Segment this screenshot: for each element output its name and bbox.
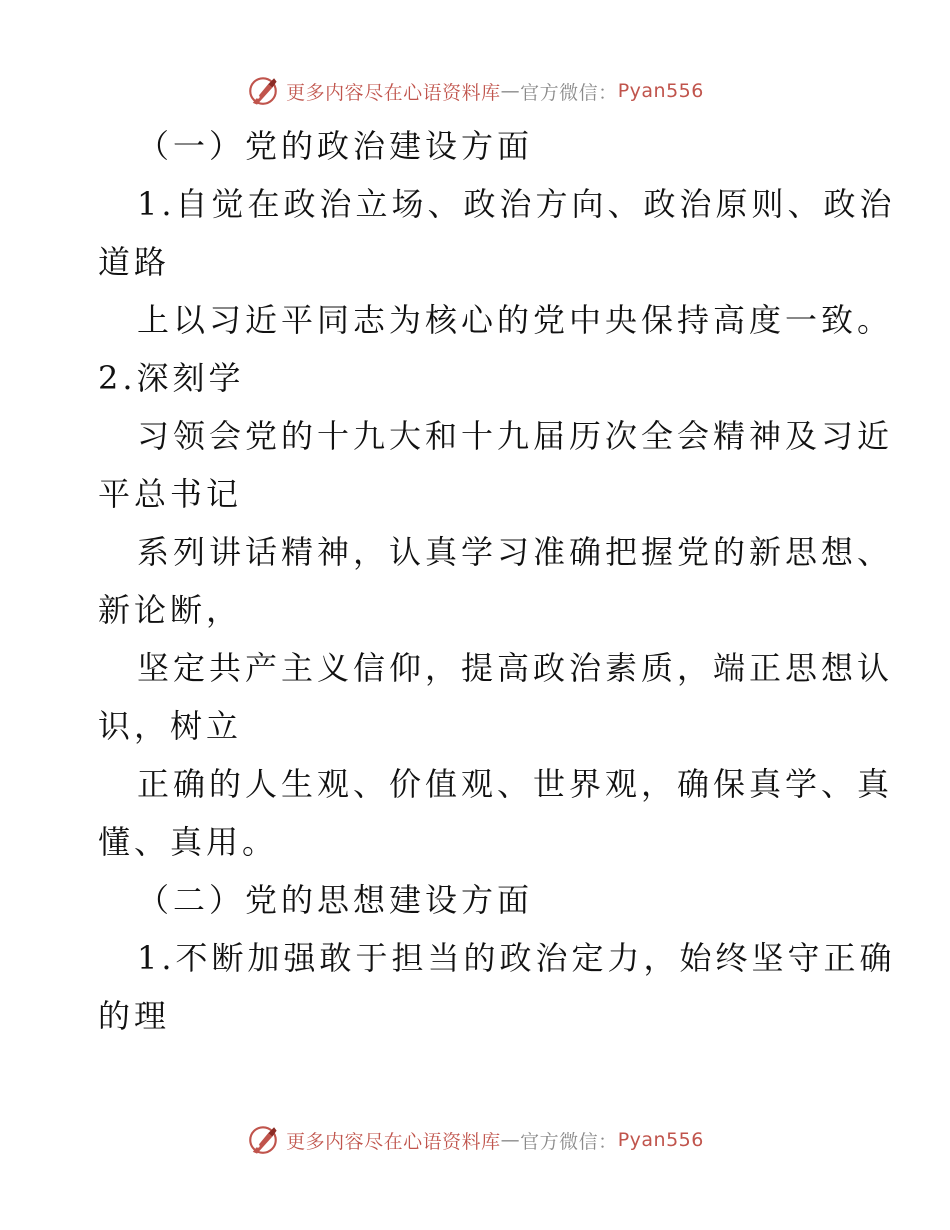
body-line: 习领会党的十九大和十九届历次全会精神及习近 [137, 417, 894, 455]
body-line: 道路 [98, 243, 171, 281]
section-heading: （一）党的政治建设方面 [137, 127, 534, 165]
body-line: 2.深刻学 [98, 359, 245, 397]
body-line: 平总书记 [98, 475, 243, 513]
banner-text: 更多内容尽在心语资料库 [286, 1130, 501, 1153]
banner-separator: — [500, 1129, 521, 1151]
header-watermark-banner [0, 71, 950, 111]
banner-wechat-id: Pyan556 [617, 80, 704, 102]
body-line: 上以习近平同志为核心的党中央保持高度一致。 [137, 301, 894, 339]
banner-separator: — [500, 80, 521, 102]
banner-wechat-label: 官方微信： [520, 81, 618, 104]
body-line: 坚定共产主义信仰，提高政治素质，端正思想认 [137, 649, 894, 687]
banner-wechat-id: Pyan556 [617, 1129, 704, 1151]
body-line: 系列讲话精神，认真学习准确把握党的新思想、 [137, 533, 894, 571]
pen-logo-icon [246, 74, 280, 108]
body-line: 1.不断加强敢于担当的政治定力，始终坚守正确 [137, 939, 896, 977]
section-heading: （二）党的思想建设方面 [137, 881, 534, 919]
footer-watermark-banner [0, 1120, 950, 1160]
body-line: 的理 [98, 997, 171, 1035]
body-line: 正确的人生观、价值观、世界观，确保真学、真 [137, 765, 894, 803]
body-line: 1.自觉在政治立场、政治方向、政治原则、政治 [137, 185, 896, 223]
banner-wechat-label: 官方微信： [520, 1130, 618, 1153]
banner-text: 更多内容尽在心语资料库 [286, 81, 501, 104]
body-line: 识，树立 [98, 707, 243, 745]
body-line: 懂、真用。 [98, 823, 279, 861]
body-line: 新论断， [98, 591, 243, 629]
pen-logo-icon [246, 1123, 280, 1157]
